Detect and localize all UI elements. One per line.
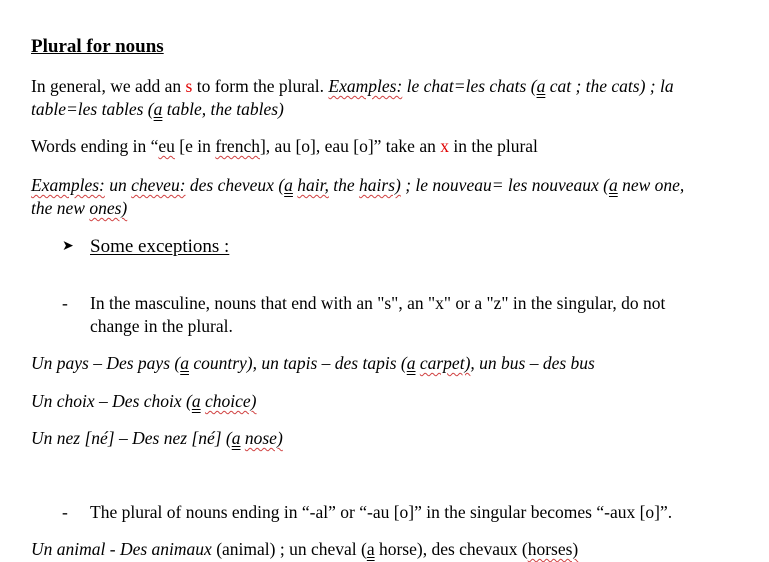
exception-al-au: The plural of nouns ending in “-al” or “-au [o]” in the singular becomes “-aux [o]”.: [90, 502, 673, 522]
paragraph-x-rule: Words ending in “eu [e in french], au [o], eau [o]” take an x in the plural: [31, 136, 538, 156]
example-choix: Un choix – Des choix (a choice): [31, 391, 257, 411]
exception-masculine-line1: In the masculine, nouns that end with an "s", an "x" or a "z" in the singular, do not: [90, 293, 666, 313]
example-nez: Un nez [né] – Des nez [né] (a nose): [31, 428, 283, 448]
exception-masculine-line2: change in the plural.: [90, 316, 233, 336]
paragraph-plural-rule-line2: table=les tables (a table, the tables): [31, 99, 284, 119]
arrow-bullet-icon: ➤: [62, 239, 74, 254]
paragraph-x-examples: Examples: un cheveu: des cheveux (a hair, the hairs) ; le nouveau= les nouveaux (a new one,: [31, 175, 685, 195]
paragraph-x-examples-line2: the new ones): [31, 198, 128, 218]
example-pays-tapis-bus: Un pays – Des pays (a country), un tapis – des tapis (a carpet), un bus – des bus: [31, 353, 595, 373]
dash-bullet: -: [62, 293, 68, 313]
dash-bullet: -: [62, 502, 68, 522]
letter-x: x: [440, 136, 449, 156]
page-title: Plural for nouns: [31, 36, 164, 57]
examples-label: Examples:: [328, 76, 403, 96]
exceptions-heading: Some exceptions :: [90, 236, 230, 257]
examples-label: Examples:: [31, 175, 105, 195]
paragraph-plural-rule: In general, we add an s to form the plural. Examples: le chat=les chats (a cat ; the cats) ; la: [31, 76, 674, 96]
example-animal-cheval: Un animal - Des animaux (animal) ; un cheval (a horse), des chevaux (horses): [31, 539, 579, 559]
letter-s: s: [185, 76, 193, 96]
